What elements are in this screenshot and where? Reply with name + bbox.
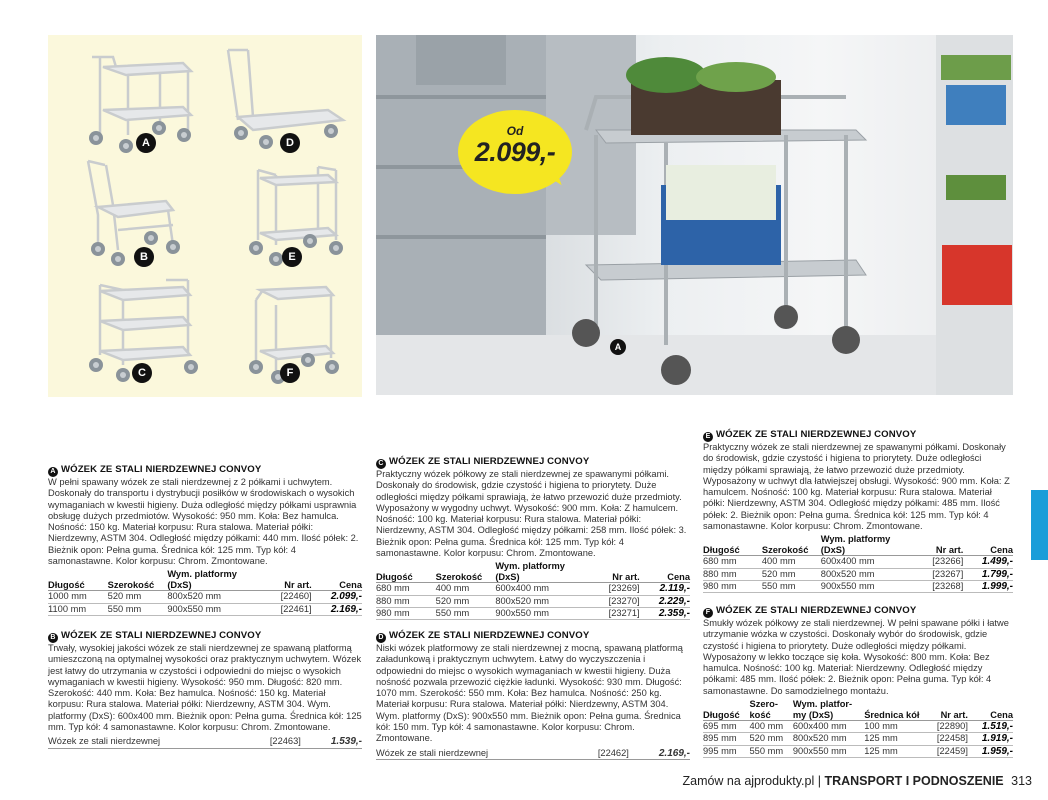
- cell: [23268]: [914, 580, 964, 592]
- trolley-e-image: [258, 167, 336, 245]
- product-b: [48, 630, 362, 749]
- cell: 520 mm: [762, 568, 821, 580]
- cell: 900x550 mm: [821, 580, 914, 592]
- art-number: [22462]: [597, 747, 629, 758]
- price: 2.169,-: [312, 603, 362, 615]
- product-letter-icon: F: [703, 608, 713, 618]
- table-row: [703, 733, 1013, 745]
- product-description: W pełni spawany wózek ze stali nierdzewnej z 2 półkami i uchwytem. Doskonały do transportu i dystrybucji posiłków w środowiskach o wysokich wymaganiach w kwestii higieny. Duża odległość między półkami usprawnia obsługę dużych przedmiotów. Wysokość: 950 mm. Koła: Bez hamulca. Nośność: 150 kg. Materiał korpusu: Rura stalowa. Materiał półki: Nierdzewny, ASTM 304. Odległość między półkami: 440 mm. Ilość półek: 2. Bieżnik opon: Pełna guma. Średnica kół: 125 mm. Typ kół: 4 samonastawne. Kolor korpusu: Chrom. Zmontowane.: [48, 477, 359, 567]
- cell: 520 mm: [436, 595, 496, 607]
- cell: 900x550 mm: [495, 607, 589, 619]
- footer-section: TRANSPORT I PODNOSZENIE: [824, 774, 1004, 788]
- price: 2.119,-: [640, 583, 690, 595]
- page-footer: [682, 774, 1032, 788]
- col-length: Długość: [48, 569, 108, 591]
- cell: [23269]: [590, 583, 640, 595]
- product-letter-icon: A: [48, 467, 58, 477]
- trolley-d-image: [228, 50, 343, 130]
- col-art: Nr art.: [923, 699, 968, 721]
- cell: [22458]: [923, 733, 968, 745]
- trolley-photo-illustration: [376, 35, 1013, 395]
- cell: [22890]: [923, 721, 968, 733]
- cell: 125 mm: [864, 733, 923, 745]
- price: 2.099,-: [312, 591, 362, 603]
- col-width: Szerokość: [108, 569, 168, 591]
- price: 1.959,-: [968, 745, 1013, 757]
- title-text: WÓZEK ZE STALI NIERDZEWNEJ CONVOY: [716, 605, 917, 616]
- product-d: [376, 630, 690, 760]
- product-c: [376, 456, 690, 620]
- col-platform: Wym. platformy (DxS): [495, 561, 589, 583]
- cell: 520 mm: [108, 591, 168, 603]
- cell: 895 mm: [703, 733, 750, 745]
- col-length: Długość: [376, 561, 436, 583]
- table-row: [376, 607, 690, 619]
- cell: 550 mm: [436, 607, 496, 619]
- col-price: Cena: [963, 534, 1013, 556]
- thumbnail-label-b: B: [134, 247, 154, 267]
- price-prefix: Od: [506, 124, 524, 138]
- trolley-c-image: [100, 280, 190, 365]
- product-photo: [376, 35, 1013, 395]
- cell: 125 mm: [864, 745, 923, 757]
- table-row: [703, 745, 1013, 757]
- table-row: [703, 556, 1013, 568]
- cell: 600x400 mm: [495, 583, 589, 595]
- col-price: Cena: [968, 699, 1013, 721]
- col-wheel: Średnica kół: [864, 699, 923, 721]
- cell: [23271]: [590, 607, 640, 619]
- table-row: [376, 595, 690, 607]
- cell: 980 mm: [703, 580, 762, 592]
- product-title: [376, 456, 690, 469]
- cell: 900x550 mm: [167, 603, 261, 615]
- price: 1.799,-: [963, 568, 1013, 580]
- product-thumbnails-panel: [48, 35, 362, 397]
- product-title: [48, 630, 362, 643]
- title-text: WÓZEK ZE STALI NIERDZEWNEJ CONVOY: [389, 630, 590, 641]
- cell: 680 mm: [703, 556, 762, 568]
- variants-table: [376, 561, 690, 620]
- col-art: Nr art.: [262, 569, 312, 591]
- section-tab: [1031, 490, 1048, 560]
- col-width: Szero- kość: [750, 699, 793, 721]
- cell: 800x520 mm: [495, 595, 589, 607]
- cell: 400 mm: [762, 556, 821, 568]
- cell: 800x520 mm: [793, 733, 864, 745]
- cell: 695 mm: [703, 721, 750, 733]
- product-title: [703, 429, 1013, 442]
- table-row: [376, 583, 690, 595]
- cell: [22461]: [262, 603, 312, 615]
- trolley-f-image: [256, 287, 333, 370]
- col-platform: Wym. platfor- my (DxS): [793, 699, 864, 721]
- price: 1.499,-: [963, 556, 1013, 568]
- thumbnail-label-e: E: [282, 247, 302, 267]
- variants-table: [703, 534, 1013, 593]
- product-a: [48, 464, 362, 616]
- trolley-a-image: [92, 57, 191, 135]
- cell: 550 mm: [750, 745, 793, 757]
- title-text: WÓZEK ZE STALI NIERDZEWNEJ CONVOY: [389, 456, 590, 467]
- thumbnail-label-c: C: [132, 363, 152, 383]
- cell: 600x400 mm: [821, 556, 914, 568]
- col-price: Cena: [312, 569, 362, 591]
- col-art: Nr art.: [590, 561, 640, 583]
- product-letter-icon: E: [703, 432, 713, 442]
- price: 2.169,-: [658, 747, 690, 759]
- variant-name: Wózek ze stali nierdzewnej: [376, 747, 489, 758]
- cell: 800x520 mm: [167, 591, 261, 603]
- price: 1.519,-: [968, 721, 1013, 733]
- variant-name: Wózek ze stali nierdzewnej: [48, 736, 161, 747]
- single-variant-row: [48, 736, 362, 748]
- price: 1.539,-: [330, 736, 362, 748]
- table-row: [703, 568, 1013, 580]
- product-e: [703, 429, 1013, 593]
- product-description: Smukły wózek półkowy ze stali nierdzewnej. W pełni spawane półki i łatwe utrzymanie wózka w czystości. Doskonały wybór do środowisk, gdzie czystość i higiena to priorytety. Duże odległości między półkami. Wyposażony w lekko toczące się koła. Wysokość: 800 mm. Koła: Bez hamulca. Nośność: 100 kg. Materiał: Nierdzewny. Odległość między półkami: 485 mm. Ilość półek: 2. Bieżnik opon: Pełna guma. Typ kół: 4 samonastawne. Do samodzielnego montażu.: [703, 618, 1009, 696]
- product-letter-icon: C: [376, 459, 386, 469]
- cell: 100 mm: [864, 721, 923, 733]
- variants-table: [48, 569, 362, 616]
- table-row: [48, 591, 362, 603]
- col-width: Szerokość: [436, 561, 496, 583]
- table-row: [48, 603, 362, 615]
- title-text: WÓZEK ZE STALI NIERDZEWNEJ CONVOY: [61, 464, 262, 475]
- col-length: Długość: [703, 534, 762, 556]
- cell: 880 mm: [376, 595, 436, 607]
- thumbnail-label-d: D: [280, 133, 300, 153]
- title-text: WÓZEK ZE STALI NIERDZEWNEJ CONVOY: [716, 429, 917, 440]
- title-text: WÓZEK ZE STALI NIERDZEWNEJ CONVOY: [61, 630, 262, 641]
- cell: 400 mm: [750, 721, 793, 733]
- product-description: Praktyczny wózek półkowy ze stali nierdzewnej ze spawanymi półkami. Doskonały do środowisk, gdzie czystość i higiena to priorytety. Duże odległości między półkami sprawiają, że łatwo przewozić duże przedmioty. Wyposażony w wygodny uchwyt. Wysokość: 900 mm. Koła: Z hamulcem. Nośność: 100 kg. Materiał korpusu: Rura stalowa. Materiał półki: Nierdzewny, ASTM 304. Odległość między półkami: 258 mm. Ilość półek: 3. Bieżnik opon: Pełna guma. Średnica kół: 125 mm. Typ kół: 4 samonastawne. Kolor korpusu: Chrom. Zmontowane.: [376, 469, 687, 559]
- col-price: Cena: [640, 561, 690, 583]
- cell: 550 mm: [108, 603, 168, 615]
- price: 1.919,-: [968, 733, 1013, 745]
- price: 2.229,-: [640, 595, 690, 607]
- col-length: Długość: [703, 699, 750, 721]
- cell: 1000 mm: [48, 591, 108, 603]
- trolley-illustrations: [48, 35, 362, 397]
- table-row: [703, 721, 1013, 733]
- thumbnail-label-a: A: [136, 133, 156, 153]
- product-title: [703, 605, 1013, 618]
- cell: [22459]: [923, 745, 968, 757]
- variants-table: [703, 699, 1013, 758]
- trolley-b-image: [88, 161, 173, 250]
- cell: [22460]: [262, 591, 312, 603]
- cell: [23270]: [590, 595, 640, 607]
- cell: 550 mm: [762, 580, 821, 592]
- cell: 995 mm: [703, 745, 750, 757]
- cell: [23267]: [914, 568, 964, 580]
- price: 2.359,-: [640, 607, 690, 619]
- footer-order-text: Zamów na ajprodukty.pl |: [682, 774, 821, 788]
- art-number: [22463]: [269, 736, 301, 747]
- cell: 600x400 mm: [793, 721, 864, 733]
- cell: [23266]: [914, 556, 964, 568]
- cell: 980 mm: [376, 607, 436, 619]
- cell: 520 mm: [750, 733, 793, 745]
- product-title: [48, 464, 362, 477]
- cell: 900x550 mm: [793, 745, 864, 757]
- product-description: Niski wózek platformowy ze stali nierdzewnej z mocną, spawaną platformą załadunkową i praktycznym uchwytem. Łatwy do wyczyszczenia i odpowiedni do miejsc o wysokich wymaganiach w kwestii higieny. Duża nośność pozwala przewozić ciężkie ładunki. Wysokość: 930 mm. Długość: 1070 mm. Szerokość: 550 mm. Koła: Bez hamulca. Nośność: 250 kg. Materiał korpusu: Rura stalowa. Materiał półki: Nierdzewny, ASTM 304. Wym. platformy (DxS): 900x550 mm. Bieżnik opon: Pełna guma. Średnica kół: 150 mm. Typ kół: 4 samonastawne. Kolor korpusu: Chrom. Zmontowane.: [376, 643, 683, 744]
- cell: 680 mm: [376, 583, 436, 595]
- table-row: [703, 580, 1013, 592]
- col-width: Szerokość: [762, 534, 821, 556]
- page-number: 313: [1011, 774, 1032, 788]
- price-from: 2.099,-: [474, 137, 556, 167]
- product-description: Praktyczny wózek ze stali nierdzewnej ze spawanymi półkami. Doskonały do środowisk, gdzie czystość i higiena to priorytety. Duże odległości między półkami sprawiają, że łatwo przewozić duże przedmioty. Wyposażony w uchwyt dla łatwiejszej obsługi. Wysokość: 900 mm. Koła: Z hamulcem. Nośność: 100 kg. Materiał korpusu: Rura stalowa. Materiał półki: Nierdzewny, ASTM 304. Odległość między półkami: 485 mm. Ilość półek: 2. Bieżnik opon: Pełna guma. Średnica kół: 125 mm. Typ kół: 4 samonastawne. Kolor korpusu: Chrom. Zmontowane.: [703, 442, 1010, 532]
- col-art: Nr art.: [914, 534, 964, 556]
- product-title: [376, 630, 690, 643]
- product-description: Trwały, wysokiej jakości wózek ze stali nierdzewnej ze spawaną platformą umieszczoną na optymalnej wysokości oraz praktycznym uchwytem. Wózek jest łatwy do utrzymania w czystości i odpowiedni do miejsc o wysokich wymaganiach w kwestii higieny. Wysokość: 950 mm. Długość: 820 mm. Szerokość: 440 mm. Koła: Bez hamulca. Nośność: 150 kg. Materiał korpusu: Rura stalowa. Materiał półki: Nierdzewny, ASTM 304. Wym. platformy (DxS): 600x400 mm. Bieżnik opon: Pełna guma. Średnica kół: 125 mm. Typ kół: 4 samonastawne. Kolor korpusu: Chrom. Zmontowane.: [48, 643, 362, 733]
- cell: 880 mm: [703, 568, 762, 580]
- col-platform: Wym. platformy (DxS): [821, 534, 914, 556]
- product-letter-icon: D: [376, 633, 386, 643]
- col-platform: Wym. platformy (DxS): [167, 569, 261, 591]
- photo-label-a: A: [610, 339, 626, 355]
- cell: 400 mm: [436, 583, 496, 595]
- cell: 800x520 mm: [821, 568, 914, 580]
- product-f: [703, 605, 1013, 758]
- price: 1.999,-: [963, 580, 1013, 592]
- thumbnail-label-f: F: [280, 363, 300, 383]
- single-variant-row: [376, 748, 690, 760]
- product-letter-icon: B: [48, 633, 58, 643]
- cell: 1100 mm: [48, 603, 108, 615]
